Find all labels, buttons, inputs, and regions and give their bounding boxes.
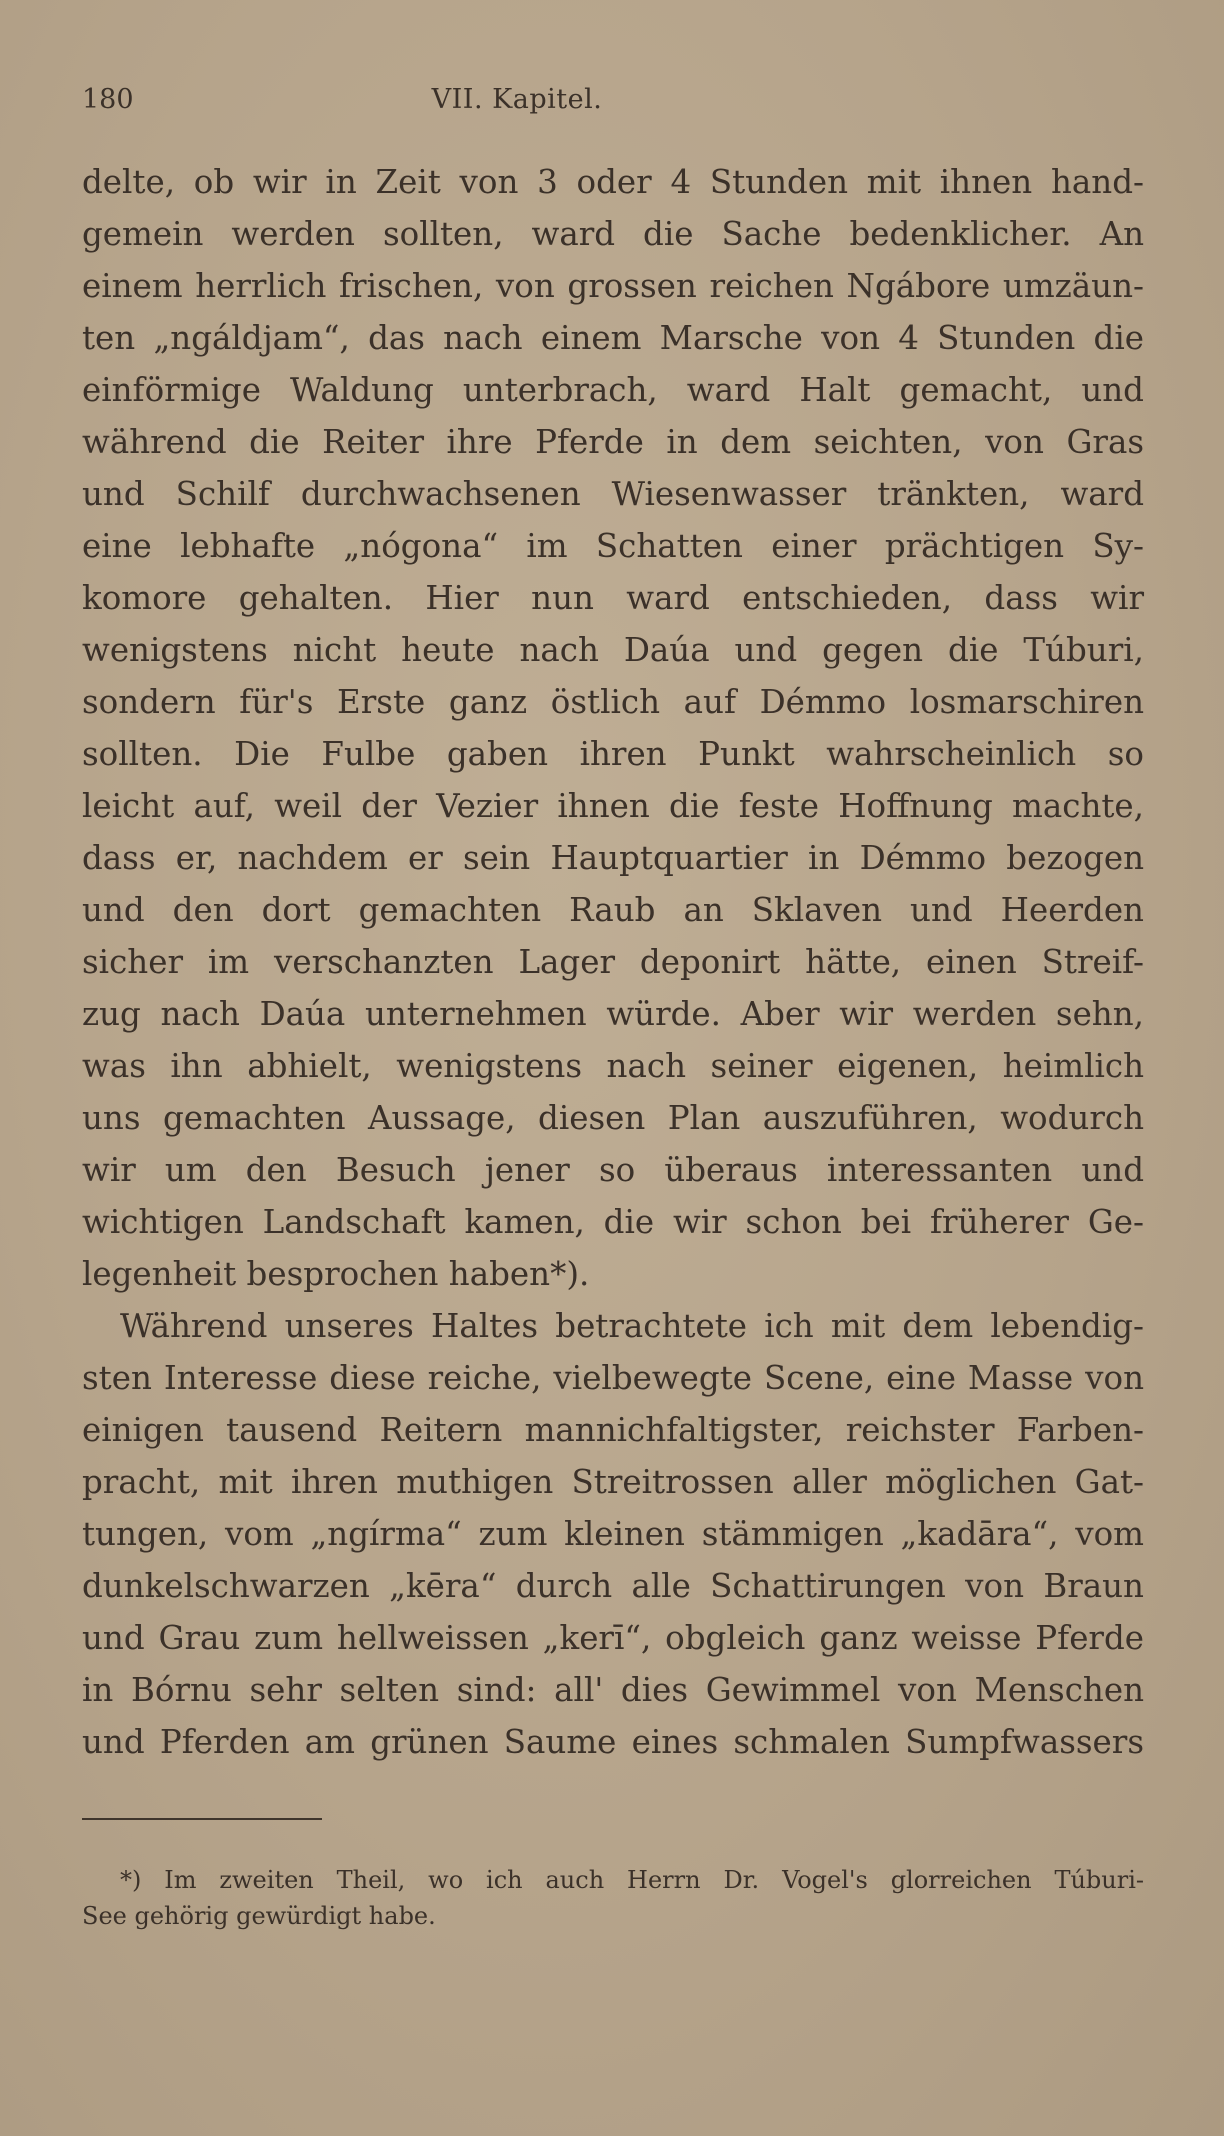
text-line: legenheit besprochen haben*). [82,1255,590,1293]
text-line: pracht, mit ihren muthigen Streitrossen aller möglichen Gat- [82,1463,1144,1501]
text-line: und Grau zum hellweissen „kerī“, obgleich ganz weisse Pferde [82,1619,1144,1657]
text-line: und Schilf durchwachsenen Wiesenwasser tränkten, ward [82,475,1144,513]
text-line: dunkelschwarzen „kēra“ durch alle Schattirungen von Braun [82,1567,1144,1605]
footnotes [82,1862,1144,1934]
text-line: sollten. Die Fulbe gaben ihren Punkt wahrscheinlich so [82,735,1144,773]
text-line: und den dort gemachten Raub an Sklaven und Heerden [82,891,1144,929]
text-line: wir um den Besuch jener so überaus interessanten und [82,1151,1144,1189]
text-line: zug nach Daúa unternehmen würde. Aber wir werden sehn, [82,995,1144,1033]
text-line: komore gehalten. Hier nun ward entschieden, dass wir [82,579,1144,617]
text-line: ten „ngáldjam“, das nach einem Marsche von 4 Stunden die [82,319,1144,357]
text-line: und Pferden am grünen Saume eines schmalen Sumpfwassers [82,1723,1144,1761]
text-line: tungen, vom „ngírma“ zum kleinen stämmigen „kadāra“, vom [82,1515,1144,1553]
text-line: delte, ob wir in Zeit von 3 oder 4 Stunden mit ihnen hand- [82,163,1144,201]
text-line: eine lebhafte „nógona“ im Schatten einer prächtigen Sy- [82,527,1144,565]
text-line: einförmige Waldung unterbrach, ward Halt gemacht, und [82,371,1144,409]
body-text [82,156,1144,1768]
chapter-title: VII. Kapitel. [431,84,603,115]
text-line: sten Interesse diese reiche, vielbewegte Scene, eine Masse von [82,1359,1144,1397]
text-line: Während unseres Haltes betrachtete ich mit dem lebendig- [120,1307,1144,1345]
text-line: während die Reiter ihre Pferde in dem seichten, von Gras [82,423,1144,461]
footnote-line: See gehörig gewürdigt habe. [82,1902,436,1930]
text-line: dass er, nachdem er sein Hauptquartier in Démmo bezogen [82,839,1144,877]
footnote-line: *) Im zweiten Theil, wo ich auch Herrn Dr. Vogel's glorreichen Túburi- [120,1866,1144,1894]
text-line: uns gemachten Aussage, diesen Plan auszuführen, wodurch [82,1099,1144,1137]
text-line: wenigstens nicht heute nach Daúa und gegen die Túburi, [82,631,1144,669]
page-number: 180 [82,84,134,115]
text-line: in Bórnu sehr selten sind: all' dies Gewimmel von Menschen [82,1671,1144,1709]
text-line: leicht auf, weil der Vezier ihnen die feste Hoffnung machte, [82,787,1144,825]
text-line: einem herrlich frischen, von grossen reichen Ngábore umzäun- [82,267,1144,305]
text-line: gemein werden sollten, ward die Sache bedenklicher. An [82,215,1144,253]
text-line: einigen tausend Reitern mannichfaltigster, reichster Farben- [82,1411,1144,1449]
text-line: wichtigen Landschaft kamen, die wir schon bei früherer Ge- [82,1203,1144,1241]
running-head [82,84,1142,124]
text-line: was ihn abhielt, wenigstens nach seiner eigenen, heimlich [82,1047,1144,1085]
footnote-divider [82,1818,322,1820]
text-line: sondern für's Erste ganz östlich auf Démmo losmarschiren [82,683,1144,721]
text-line: sicher im verschanzten Lager deponirt hätte, einen Streif- [82,943,1144,981]
